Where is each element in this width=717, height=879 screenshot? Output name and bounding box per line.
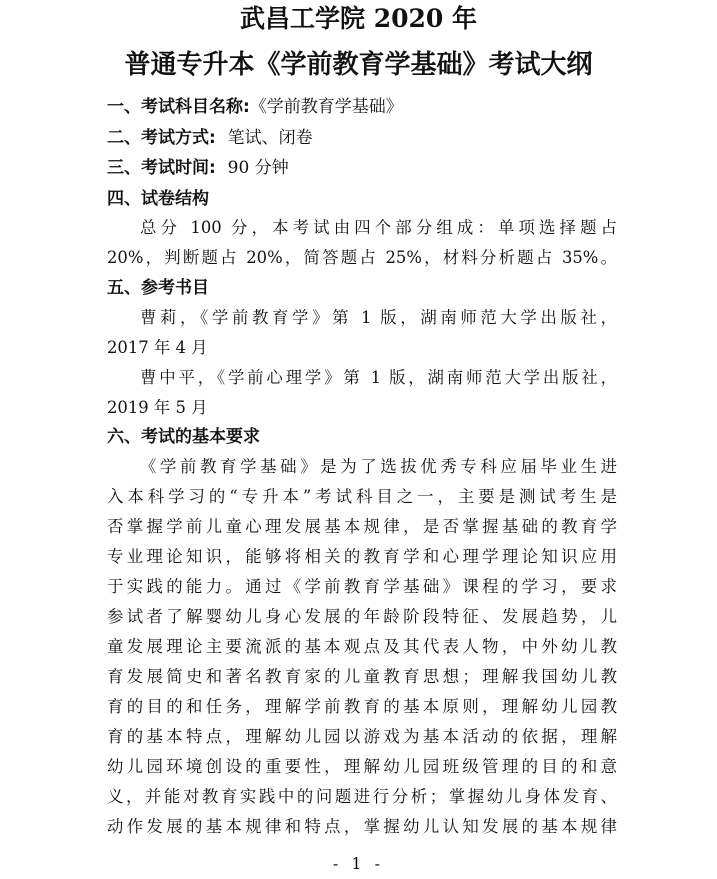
paragraph-line: 育的基本特点，理解幼儿园以游戏为基本活动的依据，理解 xyxy=(107,727,617,746)
section-references-heading: 五、参考书目 xyxy=(107,278,209,298)
paragraph-line: 《学前教育学基础》是为了选拔优秀专科应届毕业生进 xyxy=(140,457,617,476)
reference-line: 曹莉，《学前教育学》第 1 版，湖南师范大学出版社， xyxy=(140,308,617,327)
section-exam-time xyxy=(107,157,289,179)
reference-line: 曹中平，《学前心理学》第 1 版，湖南师范大学出版社， xyxy=(140,368,617,387)
section-exam-method xyxy=(107,127,313,149)
section-exam-subject xyxy=(107,96,403,118)
section-requirements-heading: 六、考试的基本要求 xyxy=(107,427,260,447)
reference-line: 2019 年 5 月 xyxy=(107,398,208,417)
section-heading: 三、考试时间: xyxy=(107,158,216,178)
page-title-line-2: 普通专升本《学前教育学基础》考试大纲 xyxy=(124,50,593,80)
section-heading: 一、考试科目名称: xyxy=(107,97,250,117)
paragraph-line: 否掌握学前儿童心理发展基本规律，是否掌握基础的教育学 xyxy=(107,517,617,536)
reference-line: 2017 年 4 月 xyxy=(107,338,208,357)
section-value: 《学前教育学基础》 xyxy=(249,97,403,117)
paragraph-line: 专业理论知识，能够将相关的教育学和心理学理论知识应用 xyxy=(107,547,617,566)
paragraph-line: 参试者了解婴幼儿身心发展的年龄阶段特征、发展趋势，儿 xyxy=(107,607,617,626)
paragraph-line: 幼儿园环境创设的重要性，理解幼儿园班级管理的目的和意 xyxy=(107,757,617,776)
paragraph-line: 育发展简史和著名教育家的儿童教育思想；理解我国幼儿教 xyxy=(107,667,617,686)
paragraph-line: 20%，判断题占 20%，简答题占 25%，材料分析题占 35%。 xyxy=(107,248,617,267)
paragraph-line: 童发展理论主要流派的基本观点及其代表人物，中外幼儿教 xyxy=(107,637,617,656)
section-paper-structure-heading: 四、试卷结构 xyxy=(107,189,209,209)
paragraph-line: 动作发展的基本规律和特点，掌握幼儿认知发展的基本规律 xyxy=(107,817,617,836)
section-heading: 二、考试方式: xyxy=(107,128,216,148)
page-number: - 1 - xyxy=(332,854,385,873)
paragraph-line: 育的目的和任务，理解学前教育的基本原则，理解幼儿园教 xyxy=(107,697,617,716)
paragraph-line: 入本科学习的“专升本”考试科目之一，主要是测试考生是 xyxy=(107,487,617,506)
paragraph-line: 义，并能对教育实践中的问题进行分析；掌握幼儿身体发育、 xyxy=(107,787,617,806)
paragraph-line: 总分 100 分，本考试由四个部分组成：单项选择题占 xyxy=(140,218,617,237)
page-title-line-1: 武昌工学院 2020 年 xyxy=(240,4,477,33)
section-value: 90 分钟 xyxy=(227,158,289,178)
section-value: 笔试、闭卷 xyxy=(227,128,313,148)
paragraph-line: 于实践的能力。通过《学前教育学基础》课程的学习，要求 xyxy=(107,577,617,596)
